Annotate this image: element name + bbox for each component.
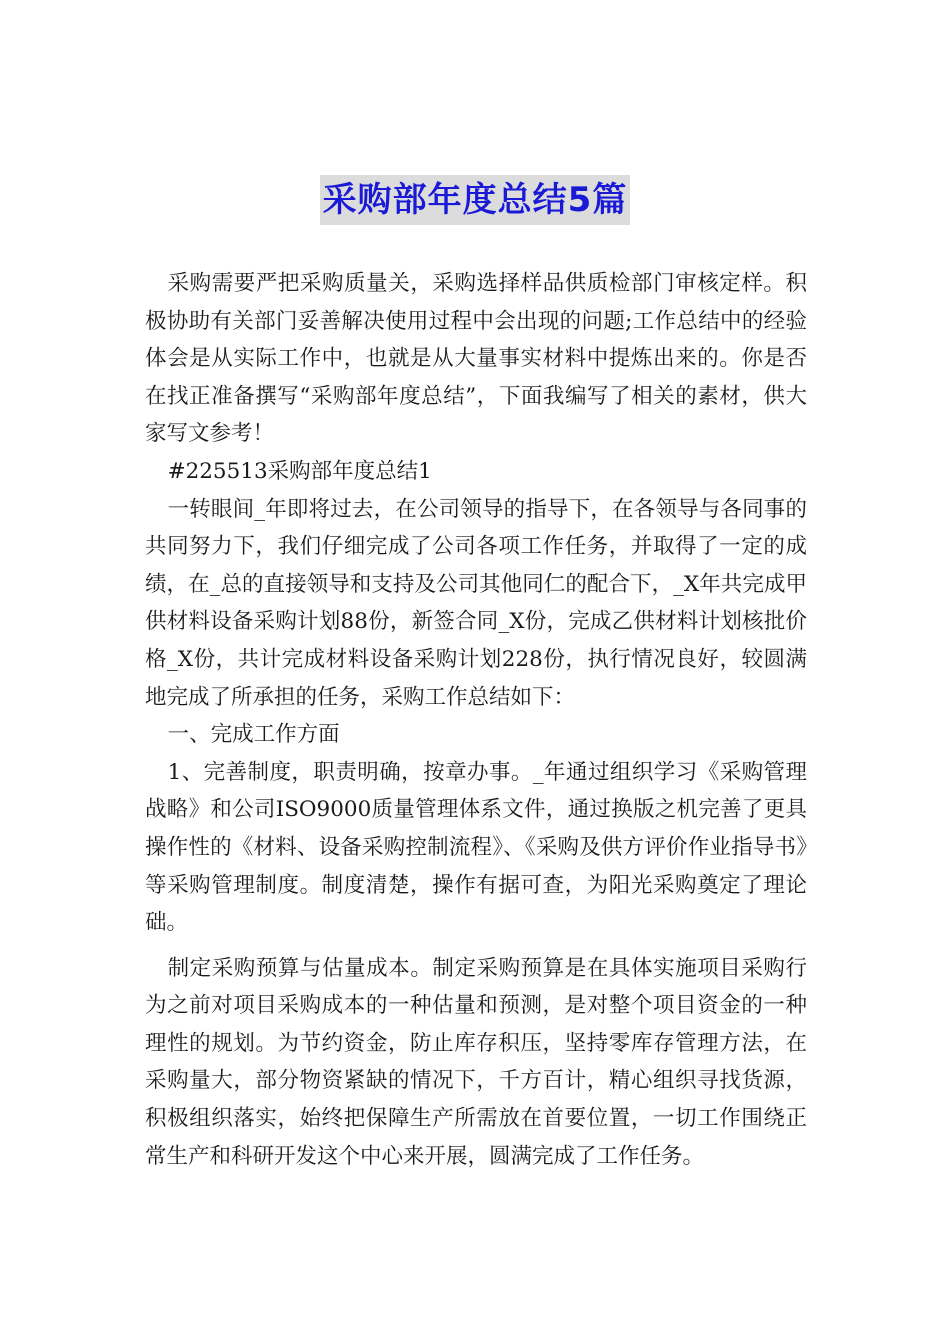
summary-paragraph: 一转眼间_年即将过去，在公司领导的指导下，在各领导与各同事的共同努力下，我们仔细完成了公司各项工作任务，并取得了一定的成绩，在_总的直接领导和支持及公司其他同仁的配合下，_X年共完成甲供材料设备采购计划88份，新签合同_X份，完成乙供材料计划核批价格_X份，共计完成材料设备采购计划228份，执行情况良好，较圆满地完成了所承担的任务，采购工作总结如下： xyxy=(145,496,807,710)
budget-paragraph: 制定采购预算与估量成本。制定采购预算是在具体实施项目采购行为之前对项目采购成本的一种估量和预测，是对整个项目资金的一种理性的规划。为节约资金，防止库存积压，坚持零库存管理方法，在采购量大，部分物资紧缺的情况下，千方百计，精心组织寻找货源，积极组织落实，始终把保障生产所需放在首要位置，一切工作围绕正常生产和科研开发这个中心来开展，圆满完成了工作任务。 xyxy=(145,955,807,1169)
intro-paragraph: 采购需要严把采购质量关，采购选择样品供质检部门审核定样。积极协助有关部门妥善解决使用过程中会出现的问题;工作总结中的经验体会是从实际工作中，也就是从大量事实材料中提炼出来的。你是否在找正准备撰写“采购部年度总结”，下面我编写了相关的素材，供大家写文参考！ xyxy=(145,271,807,447)
document-body xyxy=(145,265,807,1175)
document-title: 采购部年度总结5篇 xyxy=(320,175,631,225)
item-1-paragraph: 1、完善制度，职责明确，按章办事。_年通过组织学习《采购管理战略》和公司ISO9000质量管理体系文件，通过换版之机完善了更具操作性的《材料、设备采购控制流程》、《采购及供方评价作业指导书》等采购管理制度。制度清楚，操作有据可查，为阳光采购奠定了理论础。 xyxy=(145,759,807,936)
title-container xyxy=(0,175,950,225)
section-heading-summary-1: #225513采购部年度总结1 xyxy=(167,458,432,484)
section-heading-completed-work: 一、完成工作方面 xyxy=(167,722,340,748)
